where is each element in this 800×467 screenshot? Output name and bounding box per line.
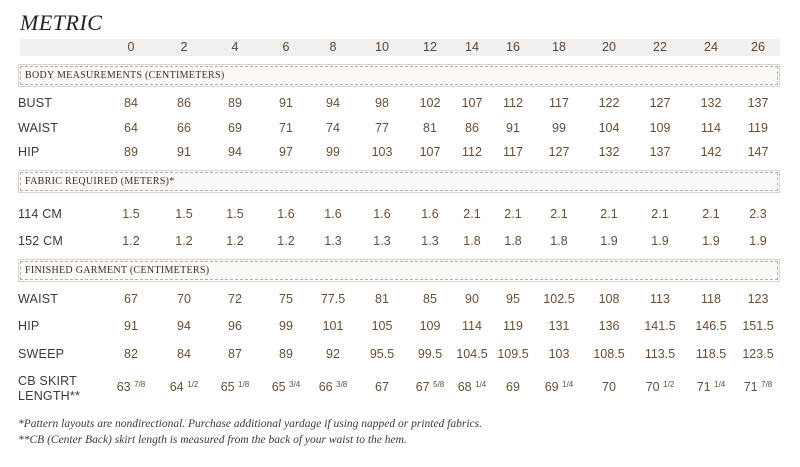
size-header-cell: 6 [282,40,290,54]
table-row [0,319,800,339]
table-cell: 127 [649,96,671,110]
table-row [0,234,800,254]
table-cell: 77.5 [320,292,346,306]
size-header-cell: 12 [423,40,437,54]
table-cell: 2.1 [600,207,618,221]
size-header-cell: 18 [552,40,566,54]
cell-whole: 69 [544,380,559,394]
cell-fraction: 7/8 [761,380,773,389]
table-cell: 2.1 [550,207,568,221]
table-cell: 94 [326,96,340,110]
table-cell: 104.5 [456,347,488,361]
table-cell: 67 [124,292,138,306]
table-cell [209,380,261,394]
table-cell: 132 [598,145,620,159]
table-cell: 146.5 [695,319,727,333]
table-cell: 123 [747,292,769,306]
table-cell: 2.1 [651,207,669,221]
table-cell: 97 [279,145,293,159]
table-cell: 95.5 [369,347,395,361]
size-header-cell: 16 [506,40,520,54]
table-cell: 109 [419,319,441,333]
section-heading: FABRIC REQUIRED (METERS)* [20,172,778,191]
table-cell [158,380,210,394]
table-cell: 118 [701,292,721,306]
cell-whole: 67 [415,380,430,394]
table-cell: 69 [228,121,242,135]
table-cell: 82 [124,347,138,361]
table-cell: 84 [177,347,191,361]
table-cell: 113 [650,292,670,306]
table-cell: 1.9 [702,234,720,248]
table-cell: 1.9 [651,234,669,248]
table-cell: 90 [465,292,479,306]
cell-whole: 65 [271,380,286,394]
footnote-pattern-layout: *Pattern layouts are nondirectional. Purchase additional yardage if using napped or printed fabrics. [18,418,483,430]
cell-fraction: 1/8 [238,380,250,389]
table-cell: 1.5 [175,207,193,221]
table-cell: 99 [326,145,340,159]
table-cell: 96 [228,319,242,333]
table-cell: 1.9 [749,234,767,248]
cell-whole: 66 [318,380,333,394]
table-cell: 108 [598,292,620,306]
table-cell: 87 [228,347,242,361]
row-label: WAIST [18,121,59,135]
table-cell: 1.2 [277,234,295,248]
table-cell: 98 [375,96,389,110]
cell-whole: 70 [645,380,660,394]
table-cell: 137 [649,145,671,159]
table-cell: 136 [598,319,620,333]
cell-whole: 64 [169,380,184,394]
table-row [0,121,800,141]
table-cell: 81 [423,121,437,135]
table-cell: 114 [462,319,482,333]
table-cell: 64 [124,121,138,135]
row-label: BUST [18,96,53,110]
size-header-cell: 22 [653,40,667,54]
cell-fraction: 1/4 [475,380,487,389]
size-header-cell: 10 [375,40,389,54]
table-row [0,347,800,367]
row-label: 114 CM [18,207,63,221]
table-cell: 2.1 [463,207,481,221]
table-cell: 91 [279,96,293,110]
cell-fraction: 3/4 [289,380,301,389]
table-cell: 91 [506,121,520,135]
table-cell: 119 [503,319,523,333]
table-cell: 151.5 [742,319,774,333]
table-cell: 108.5 [593,347,625,361]
size-header-cell: 4 [231,40,239,54]
table-cell: 113.5 [644,347,676,361]
table-cell: 86 [465,121,479,135]
table-cell [487,380,539,394]
table-cell: 119 [748,121,768,135]
table-cell: 118.5 [695,347,727,361]
table-cell: 92 [326,347,340,361]
table-cell [685,380,737,394]
table-cell: 1.8 [550,234,568,248]
table-cell [533,380,585,394]
table-cell: 112 [503,96,523,110]
table-cell: 127 [548,145,570,159]
row-label: HIP [18,319,40,333]
table-cell: 141.5 [644,319,676,333]
cell-whole: 68 [457,380,472,394]
cell-fraction: 1/2 [663,380,675,389]
cell-whole: 69 [506,380,520,394]
cell-fraction: 3/8 [336,380,348,389]
size-header-cell: 8 [329,40,337,54]
table-cell: 131 [548,319,570,333]
row-label: HIP [18,145,40,159]
table-cell: 1.2 [122,234,140,248]
table-cell: 99.5 [417,347,443,361]
table-cell: 104 [598,121,620,135]
table-cell [356,380,408,394]
table-cell: 117 [503,145,523,159]
cell-fraction: 1/4 [714,380,726,389]
cell-fraction: 7/8 [134,380,146,389]
table-cell: 72 [228,292,242,306]
table-cell: 99 [279,319,293,333]
table-cell: 94 [228,145,242,159]
table-cell [634,380,686,394]
table-cell: 89 [279,347,293,361]
table-cell: 102 [419,96,441,110]
table-cell: 1.2 [175,234,193,248]
table-cell: 89 [124,145,138,159]
row-label: SWEEP [18,347,65,361]
table-cell: 1.5 [226,207,244,221]
size-header-cell: 24 [704,40,718,54]
row-label: WAIST [18,292,59,306]
cell-whole: 63 [116,380,131,394]
table-cell: 132 [700,96,722,110]
table-cell: 1.2 [226,234,244,248]
table-cell: 1.6 [324,207,342,221]
table-cell: 81 [375,292,389,306]
table-cell: 2.3 [749,207,767,221]
table-cell: 2.1 [702,207,720,221]
table-cell [307,380,359,394]
footnote-cb-skirt: **CB (Center Back) skirt length is measured from the back of your waist to the hem. [18,434,407,446]
cell-whole: 67 [375,380,389,394]
cell-whole: 71 [696,380,711,394]
table-cell: 102.5 [543,292,575,306]
table-cell: 109.5 [497,347,529,361]
table-cell: 103 [548,347,570,361]
table-cell: 84 [124,96,138,110]
section-heading: BODY MEASUREMENTS (CENTIMETERS) [20,66,778,85]
table-cell: 123.5 [742,347,774,361]
table-cell: 117 [549,96,569,110]
table-cell [260,380,312,394]
table-cell: 105 [371,319,393,333]
table-row [0,292,800,312]
table-cell: 107 [419,145,441,159]
table-cell: 66 [177,121,191,135]
table-cell: 1.9 [600,234,618,248]
table-cell: 103 [371,145,393,159]
table-cell: 74 [326,121,340,135]
table-cell: 122 [598,96,620,110]
cell-whole: 71 [743,380,758,394]
size-header-cell: 2 [180,40,188,54]
table-row [0,96,800,116]
table-row [0,207,800,227]
table-cell: 1.8 [463,234,481,248]
table-cell: 107 [461,96,483,110]
table-cell [732,380,784,394]
table-cell: 1.5 [122,207,140,221]
table-cell: 94 [177,319,191,333]
table-cell: 147 [747,145,769,159]
table-row [0,145,800,165]
table-cell: 1.6 [421,207,439,221]
table-row-cb-skirt-length [0,374,800,408]
size-header-row [20,39,780,56]
size-header-cell: 20 [602,40,616,54]
table-cell: 71 [279,121,293,135]
table-cell: 142 [700,145,722,159]
cell-whole: 70 [602,380,616,394]
table-cell: 109 [649,121,671,135]
row-label: CB SKIRT [18,374,78,388]
table-cell: 1.3 [373,234,391,248]
table-cell: 86 [177,96,191,110]
table-cell: 91 [124,319,138,333]
table-cell: 1.3 [324,234,342,248]
section-heading: FINISHED GARMENT (CENTIMETERS) [20,261,778,280]
table-cell: 1.6 [373,207,391,221]
table-cell: 1.8 [504,234,522,248]
cell-fraction: 1/4 [562,380,574,389]
size-header-cell: 0 [127,40,135,54]
chart-title: METRIC [20,10,103,35]
table-cell: 95 [506,292,520,306]
table-cell: 70 [177,292,191,306]
table-cell [105,380,157,394]
size-header-cell: 26 [751,40,765,54]
row-label-line2: LENGTH** [18,389,81,403]
size-header-cell: 14 [465,40,479,54]
cell-fraction: 5/8 [433,380,445,389]
table-cell: 137 [747,96,769,110]
table-cell: 75 [279,292,293,306]
table-cell: 1.6 [277,207,295,221]
table-cell: 1.3 [421,234,439,248]
table-cell [583,380,635,394]
table-cell: 99 [552,121,566,135]
row-label: 152 CM [18,234,63,248]
cell-fraction: 1/2 [187,380,199,389]
table-cell: 101 [322,319,344,333]
table-cell: 91 [177,145,191,159]
cell-whole: 65 [220,380,235,394]
table-cell: 112 [462,145,482,159]
table-cell: 114 [701,121,721,135]
table-cell: 77 [375,121,389,135]
table-cell: 89 [228,96,242,110]
table-cell: 2.1 [504,207,522,221]
table-cell: 85 [423,292,437,306]
